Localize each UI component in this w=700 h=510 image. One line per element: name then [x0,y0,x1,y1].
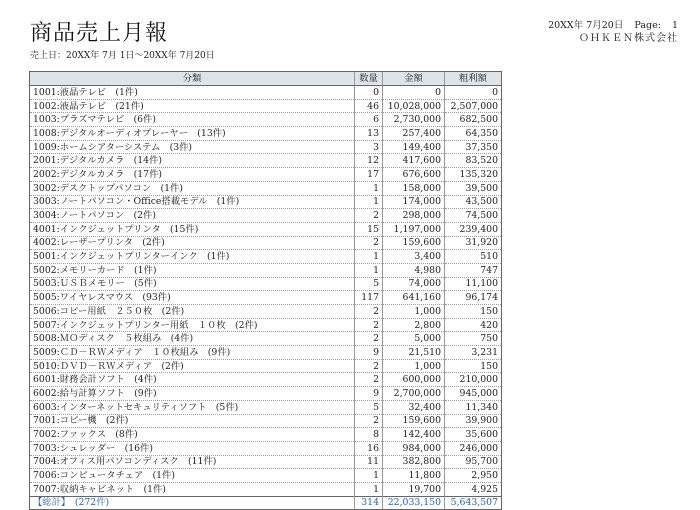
table-row [30,154,502,168]
column-header-gross-profit: 粗利額 [445,72,502,86]
quantity-cell: 1 [355,482,383,496]
gross-profit-cell: 246,000 [445,441,502,455]
amount-cell: 158,000 [383,181,445,195]
quantity-cell: 9 [355,346,383,360]
amount-cell: 641,160 [383,291,445,305]
report-title: 商品売上月報 [30,21,169,46]
quantity-cell: 117 [355,291,383,305]
quantity-cell: 1 [355,263,383,277]
table-row [30,127,502,141]
quantity-cell: 5 [355,277,383,291]
amount-cell: 21,510 [383,346,445,360]
table-row [30,373,502,387]
gross-profit-cell: 682,500 [445,113,502,127]
table-row [30,113,502,127]
category-cell: 1008:デジタルオーディオプレーヤー (13件) [30,127,355,141]
table-row [30,99,502,113]
category-cell: 1002:液晶テレビ (21件) [30,99,355,113]
category-cell: 【総計】 (272件) [30,496,355,510]
amount-cell: 298,000 [383,209,445,223]
quantity-cell: 1 [355,469,383,483]
quantity-cell: 17 [355,168,383,182]
total-row [30,496,502,510]
category-cell: 6003:インターネットセキュリティソフト (5件) [30,400,355,414]
sales-table [29,71,502,510]
category-cell: 5010:ＤＶＤ－ＲＷメディア (2件) [30,359,355,373]
gross-profit-cell: 510 [445,250,502,264]
category-cell: 1009:ホームシアターシステム (3件) [30,140,355,154]
gross-profit-cell: 95,700 [445,455,502,469]
category-cell: 7004:オフィス用パソコンディスク (11件) [30,455,355,469]
quantity-cell: 1 [355,181,383,195]
quantity-cell: 11 [355,455,383,469]
category-cell: 5009:ＣＤ－ＲＷメディア １０枚組み (9件) [30,346,355,360]
quantity-cell: 12 [355,154,383,168]
table-row [30,263,502,277]
amount-cell: 11,800 [383,469,445,483]
quantity-cell: 9 [355,387,383,401]
category-cell: 3002:デスクトップパソコン (1件) [30,181,355,195]
table-row [30,359,502,373]
table-row [30,195,502,209]
gross-profit-cell: 96,174 [445,291,502,305]
table-row [30,346,502,360]
amount-cell: 159,600 [383,236,445,250]
quantity-cell: 16 [355,441,383,455]
quantity-cell: 8 [355,428,383,442]
amount-cell: 984,000 [383,441,445,455]
gross-profit-cell: 210,000 [445,373,502,387]
table-row [30,86,502,100]
quantity-cell: 2 [355,318,383,332]
report-meta [540,19,678,45]
table-header-row [30,72,502,86]
amount-cell: 1,000 [383,305,445,319]
gross-profit-cell: 135,320 [445,168,502,182]
table-body [30,86,502,510]
category-cell: 5008:ＭＯディスク ５枚組み (4件) [30,332,355,346]
company-name: ＯＨＫＥＮ株式会社 [579,33,678,44]
table-row [30,291,502,305]
gross-profit-cell: 750 [445,332,502,346]
amount-cell: 1,000 [383,359,445,373]
category-cell: 6002:給与計算ソフト (9件) [30,387,355,401]
category-cell: 7002:ファックス (8件) [30,428,355,442]
amount-cell: 19,700 [383,482,445,496]
gross-profit-cell: 420 [445,318,502,332]
sales-period: 売上日：20XX年 7月 1日～20XX年 7月20日 [30,51,215,61]
category-cell: 3003:ノートパソコン・Office搭載モデル (1件) [30,195,355,209]
category-cell: 4001:インクジェットプリンタ (15件) [30,222,355,236]
category-cell: 6001:財務会計ソフト (4件) [30,373,355,387]
quantity-cell: 314 [355,496,383,510]
quantity-cell: 2 [355,236,383,250]
category-cell: 5003:ＵＳＢメモリー (5件) [30,277,355,291]
gross-profit-cell: 83,520 [445,154,502,168]
quantity-cell: 13 [355,127,383,141]
gross-profit-cell: 150 [445,359,502,373]
amount-cell: 382,800 [383,455,445,469]
table-row [30,140,502,154]
column-header-amount: 金額 [383,72,445,86]
quantity-cell: 2 [355,359,383,373]
gross-profit-cell: 11,340 [445,400,502,414]
quantity-cell: 1 [355,250,383,264]
amount-cell: 600,000 [383,373,445,387]
gross-profit-cell: 0 [445,86,502,100]
table-row [30,428,502,442]
table-row [30,332,502,346]
amount-cell: 74,000 [383,277,445,291]
gross-profit-cell: 2,507,000 [445,99,502,113]
amount-cell: 159,600 [383,414,445,428]
column-header-quantity: 数量 [355,72,383,86]
category-cell: 7006:コンピュータチェア (1件) [30,469,355,483]
table-row [30,277,502,291]
gross-profit-cell: 74,500 [445,209,502,223]
gross-profit-cell: 31,920 [445,236,502,250]
table-row [30,318,502,332]
category-cell: 3004:ノートパソコン (2件) [30,209,355,223]
amount-cell: 4,980 [383,263,445,277]
gross-profit-cell: 11,100 [445,277,502,291]
gross-profit-cell: 2,950 [445,469,502,483]
page-label: Page: [634,20,661,31]
gross-profit-cell: 3,231 [445,346,502,360]
category-cell: 7001:コピー機 (2件) [30,414,355,428]
amount-cell: 149,400 [383,140,445,154]
gross-profit-cell: 37,350 [445,140,502,154]
amount-cell: 22,033,150 [383,496,445,510]
category-cell: 4002:レーザープリンタ (2件) [30,236,355,250]
amount-cell: 142,400 [383,428,445,442]
table-row [30,414,502,428]
report-date: 20XX年 7月20日 [548,20,624,31]
quantity-cell: 1 [355,195,383,209]
gross-profit-cell: 747 [445,263,502,277]
table-row [30,455,502,469]
category-cell: 5001:インクジェットプリンターインク (1件) [30,250,355,264]
amount-cell: 32,400 [383,400,445,414]
category-cell: 2002:デジタルカメラ (17件) [30,168,355,182]
gross-profit-cell: 5,643,507 [445,496,502,510]
table-row [30,222,502,236]
category-cell: 7007:収納キャビネット (1件) [30,482,355,496]
table-row [30,236,502,250]
gross-profit-cell: 64,350 [445,127,502,141]
table-row [30,482,502,496]
amount-cell: 0 [383,86,445,100]
amount-cell: 2,730,000 [383,113,445,127]
gross-profit-cell: 239,400 [445,222,502,236]
quantity-cell: 2 [355,414,383,428]
gross-profit-cell: 945,000 [445,387,502,401]
quantity-cell: 3 [355,140,383,154]
gross-profit-cell: 35,600 [445,428,502,442]
category-cell: 2001:デジタルカメラ (14件) [30,154,355,168]
quantity-cell: 46 [355,99,383,113]
table-row [30,305,502,319]
gross-profit-cell: 39,900 [445,414,502,428]
gross-profit-cell: 43,500 [445,195,502,209]
category-cell: 7003:シュレッダー (16件) [30,441,355,455]
amount-cell: 5,000 [383,332,445,346]
quantity-cell: 2 [355,305,383,319]
amount-cell: 1,197,000 [383,222,445,236]
amount-cell: 2,700,000 [383,387,445,401]
table-row [30,181,502,195]
amount-cell: 257,400 [383,127,445,141]
table-row [30,400,502,414]
amount-cell: 676,600 [383,168,445,182]
column-header-category: 分類 [30,72,355,86]
quantity-cell: 5 [355,400,383,414]
table-row [30,441,502,455]
quantity-cell: 6 [355,113,383,127]
amount-cell: 2,800 [383,318,445,332]
gross-profit-cell: 150 [445,305,502,319]
gross-profit-cell: 4,925 [445,482,502,496]
quantity-cell: 15 [355,222,383,236]
table-row [30,250,502,264]
amount-cell: 10,028,000 [383,99,445,113]
quantity-cell: 0 [355,86,383,100]
category-cell: 5005:ワイヤレスマウス (93件) [30,291,355,305]
table-row [30,168,502,182]
amount-cell: 174,000 [383,195,445,209]
page-number: 1 [671,20,678,31]
amount-cell: 3,400 [383,250,445,264]
category-cell: 1001:液晶テレビ (1件) [30,86,355,100]
amount-cell: 417,600 [383,154,445,168]
category-cell: 5006:コピー用紙 ２５０枚 (2件) [30,305,355,319]
category-cell: 1003:プラズマテレビ (6件) [30,113,355,127]
quantity-cell: 2 [355,209,383,223]
table-row [30,387,502,401]
quantity-cell: 2 [355,332,383,346]
category-cell: 5007:インクジェットプリンター用紙 １０枚 (2件) [30,318,355,332]
quantity-cell: 2 [355,373,383,387]
gross-profit-cell: 39,500 [445,181,502,195]
category-cell: 5002:メモリーカード (1件) [30,263,355,277]
table-row [30,209,502,223]
meta-row [540,19,678,32]
table-row [30,469,502,483]
